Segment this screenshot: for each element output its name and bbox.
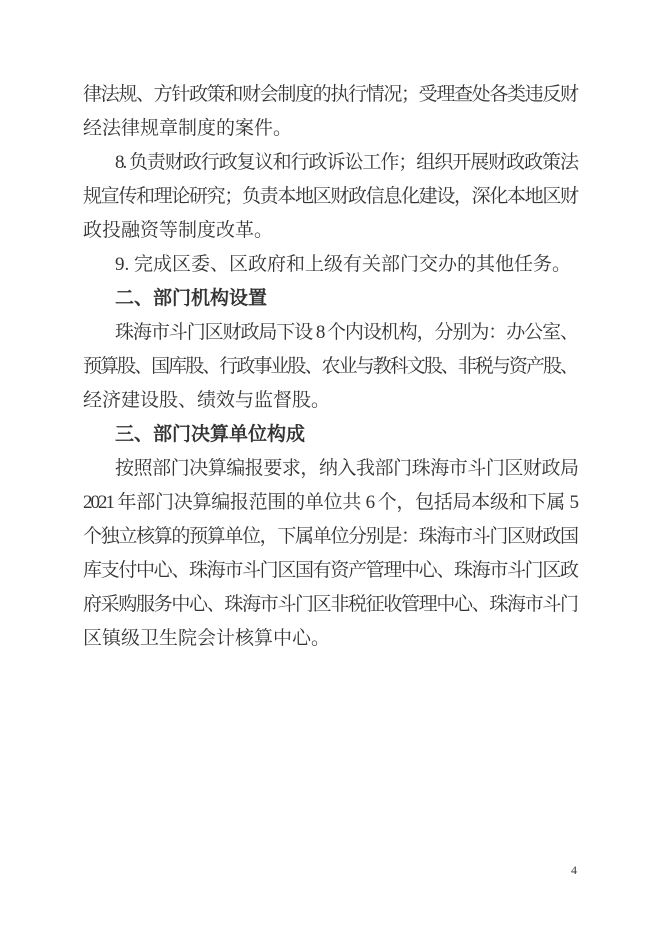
text-line: 珠海市斗门区财政局下设 8 个内设机构，分别为：办公室、	[115, 322, 577, 343]
text-line: 规宣传和理论研究；负责本地区财政信息化建设，深化本地区财	[83, 186, 577, 207]
text-line: 8. 负责财政行政复议和行政诉讼工作；组织开展财政政策法	[115, 152, 577, 173]
text-line: 政投融资等制度改革。	[83, 220, 274, 241]
text-line: 9. 完成区委、区政府和上级有关部门交办的其他任务。	[115, 254, 572, 275]
page-number: 4	[571, 863, 577, 877]
section-heading: 三、部门决算单位构成	[115, 424, 306, 445]
section-heading: 二、部门机构设置	[115, 288, 268, 309]
text-line: 府采购服务中心、珠海市斗门区非税征收管理中心、珠海市斗门	[83, 594, 577, 615]
text-line: 库支付中心、珠海市斗门区国有资产管理中心、珠海市斗门区政	[83, 560, 577, 581]
text-line: 经济建设股、绩效与监督股。	[83, 390, 331, 411]
text-line: 2021 年部门决算编报范围的单位共 6 个，包括局本级和下属 5	[83, 492, 577, 513]
text-line: 区镇级卫生院会计核算中心。	[83, 628, 331, 649]
text-line: 按照部门决算编报要求，纳入我部门珠海市斗门区财政局	[115, 458, 577, 479]
text-line: 个独立核算的预算单位，下属单位分别是：珠海市斗门区财政国	[83, 526, 577, 547]
text-line: 经法律规章制度的案件。	[83, 118, 293, 139]
document-content	[83, 78, 577, 656]
text-line: 预算股、国库股、行政事业股、农业与教科文股、非税与资产股、	[83, 356, 577, 377]
text-line: 律法规、方针政策和财会制度的执行情况；受理查处各类违反财	[83, 84, 577, 105]
